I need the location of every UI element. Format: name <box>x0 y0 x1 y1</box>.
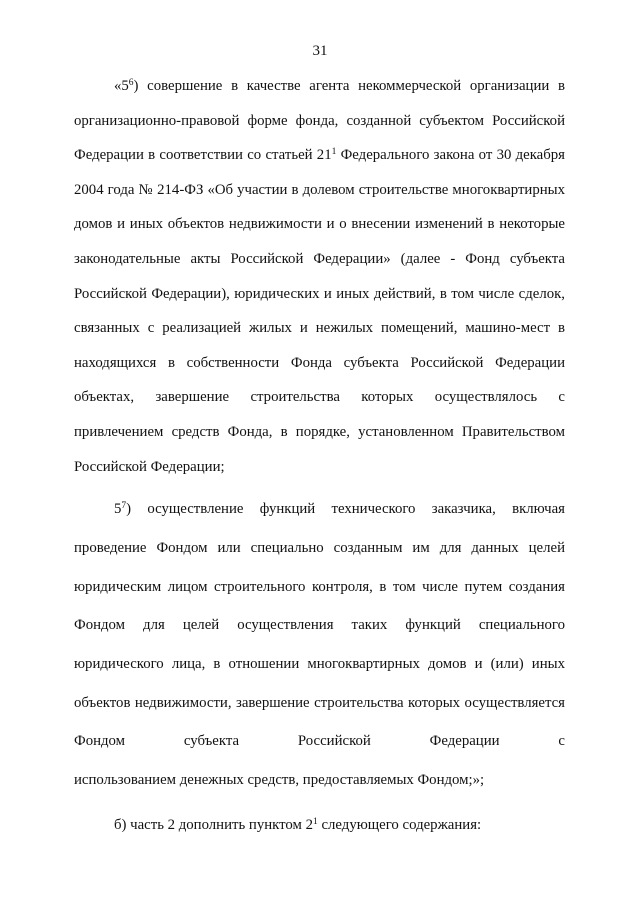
paragraph-text: «5 <box>114 78 129 94</box>
superscript-index: 1 <box>331 147 337 158</box>
paragraph-text: 5 <box>114 501 122 518</box>
paragraph-final-line: использованием денежных средств, предоставляемых Фондом;»; <box>74 772 485 789</box>
paragraph-text: Федерального закона от 30 декабря 2004 года № 214-ФЗ «Об участии в долевом строительстве многоквартирных домов и иных объектов недвижимости и о внесении изменений в некоторые законодательные акты Российской Федерации» (далее - Фонд субъекта Российской Федерации), юридических и иных действий, в том числе сделок, связанных с реализацией жилых и нежилых помещений, машино-мест в находящихся в собственности Фонда субъекта Российской Федерации объектах, завершение строительства которых осуществлялось с привлечением средств Фонда, в порядке, установленном Правительством Российской Федерации; <box>74 147 565 475</box>
paragraph-item-5-7 <box>74 490 565 800</box>
document-body <box>74 69 565 844</box>
paragraph-text: следующего содержания: <box>317 816 482 833</box>
paragraph-subitem-b <box>74 806 565 845</box>
paragraph-text: ) совершение в качестве агента некоммерческой организации в организационно-правовой форме фонда, созданной субъектом Российской Федерации в соответствии со статьей 21 <box>74 78 565 164</box>
page-number: 31 <box>312 43 328 59</box>
paragraph-text: б) часть 2 дополнить пунктом 2 <box>114 816 314 833</box>
paragraph-item-5-6 <box>74 69 565 484</box>
paragraph-text: ) осуществление функций технического заказчика, включая проведение Фондом или специально созданным им для данных целей юридическим лицом строительного контроля, в том числе путем создания Фондом для целей осуществления таких функций специального юридического лица, в отношении многоквартирных домов и (или) иных объектов недвижимости, завершение строительства которых осуществляется Фондом субъекта Российской Федерации с <box>74 501 565 750</box>
superscript-index: 6 <box>128 78 134 88</box>
superscript-index: 7 <box>121 501 127 512</box>
superscript-index: 1 <box>313 816 318 827</box>
